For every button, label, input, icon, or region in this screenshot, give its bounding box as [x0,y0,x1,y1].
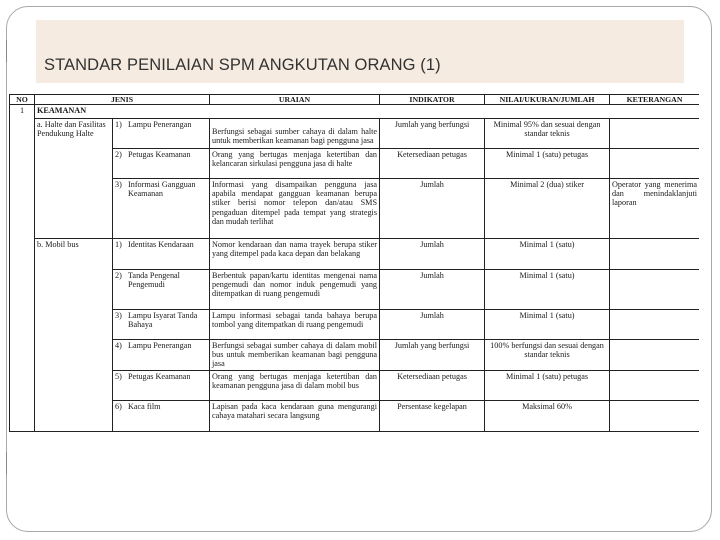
nilai-cell: Minimal 1 (satu) [485,310,610,340]
title-bar [36,20,684,83]
indikator-cell: Jumlah [380,310,485,340]
jenis-cell: 2) Tanda Pengenal Pengemudi [113,270,210,310]
header-no: NO [10,95,35,105]
indikator-cell: Jumlah yang berfungsi [380,340,485,371]
group-label: a. Halte dan Fasilitas Pendukung Halte [35,119,113,239]
table-row [10,340,700,371]
table-row [10,179,700,239]
table-row [10,370,700,400]
jenis-cell: 1) Identitas Kendaraan [113,239,210,270]
table-row [10,310,700,340]
table-row [10,400,700,431]
section-row [10,105,700,119]
table-row [10,149,700,179]
nilai-cell: Minimal 1 (satu) petugas [485,370,610,400]
uraian-cell: Lampu informasi sebagai tanda bahaya berupa tombol yang ditempatkan di ruang pengemudi [210,310,380,340]
keterangan-cell [610,239,699,270]
indikator-cell: Ketersediaan petugas [380,370,485,400]
table-row [10,270,700,310]
nilai-cell: Minimal 1 (satu) petugas [485,149,610,179]
nilai-cell: Minimal 2 (dua) stiker [485,179,610,239]
keterangan-cell [610,340,699,371]
jenis-cell: 3) Informasi Gangguan Keamanan [113,179,210,239]
keterangan-cell: Operator yang menerima dan menindaklanjuti laporan [610,179,699,239]
table-row [10,239,700,270]
keterangan-cell [610,400,699,431]
nilai-cell: 100% berfungsi dan sesuai dengan standar teknis [485,340,610,371]
uraian-cell: Orang yang bertugas menjaga ketertiban dan keamanan pengguna jasa di dalam mobil bus [210,370,380,400]
jenis-cell: 3) Lampu Isyarat Tanda Bahaya [113,310,210,340]
table-row [10,119,700,149]
spm-standards-table [9,94,699,432]
nilai-cell: Minimal 1 (satu) [485,239,610,270]
uraian-cell: Orang yang bertugas menjaga ketertiban dan kelancaran sirkulasi pengguna jasa di halte [210,149,380,179]
indikator-cell: Jumlah yang berfungsi [380,119,485,149]
uraian-cell: Berfungsi sebagai sumber cahaya di dalam mobil bus untuk memberikan keamanan bagi pengguna jasa [210,340,380,371]
left-edge-tick [6,40,7,62]
header-jenis: JENIS [35,95,210,105]
jenis-cell: 2) Petugas Keamanan [113,149,210,179]
jenis-cell: 4) Lampu Penerangan [113,340,210,371]
header-nilai: NILAI/UKURAN/JUMLAH [485,95,610,105]
keterangan-cell [610,370,699,400]
uraian-cell: Informasi yang disampaikan pengguna jasa apabila mendapat gangguan keamanan berupa stiker berisi nomor telepon dan/atau SMS pengaduan ditempel pada tempat yang strategis dan mudah terlihat [210,179,380,239]
indikator-cell: Jumlah [380,270,485,310]
header-uraian: URAIAN [210,95,380,105]
indikator-cell: Persentase kegelapan [380,400,485,431]
keterangan-cell [610,149,699,179]
section-title: KEAMANAN [35,105,700,119]
indikator-cell: Ketersediaan petugas [380,149,485,179]
nilai-cell: Minimal 1 (satu) [485,270,610,310]
jenis-cell: 1) Lampu Penerangan [113,119,210,149]
uraian-cell: Berbentuk papan/kartu identitas mengenai nama pengemudi dan nomor induk pengemudi yang ditempatkan di ruang pengemudi [210,270,380,310]
jenis-cell: 5) Petugas Keamanan [113,370,210,400]
uraian-cell: Lapisan pada kaca kendaraan guna mengurangi cahaya matahari secara langsung [210,400,380,431]
indikator-cell: Jumlah [380,239,485,270]
header-indikator: INDIKATOR [380,95,485,105]
keterangan-cell [610,270,699,310]
nilai-cell: Maksimal 60% [485,400,610,431]
left-edge-tick-bottom [6,452,7,474]
slide-title: STANDAR PENILAIAN SPM ANGKUTAN ORANG (1) [44,56,441,74]
keterangan-cell [610,119,699,149]
scanned-table-image [9,94,699,448]
row-number: 1 [10,105,35,432]
uraian-cell: Nomor kendaraan dan nama trayek berupa stiker yang ditempel pada kaca depan dan belakang [210,239,380,270]
nilai-cell: Minimal 95% dan sesuai dengan standar teknis [485,119,610,149]
jenis-cell: 6) Kaca film [113,400,210,431]
header-keterangan: KETERANGAN [610,95,699,105]
uraian-cell: Berfungsi sebagai sumber cahaya di dalam halte untuk memberikan keamanan bagi pengguna jasa [210,119,380,149]
keterangan-cell [610,310,699,340]
group-label: b. Mobil bus [35,239,113,432]
header-row [10,95,700,105]
indikator-cell: Jumlah [380,179,485,239]
